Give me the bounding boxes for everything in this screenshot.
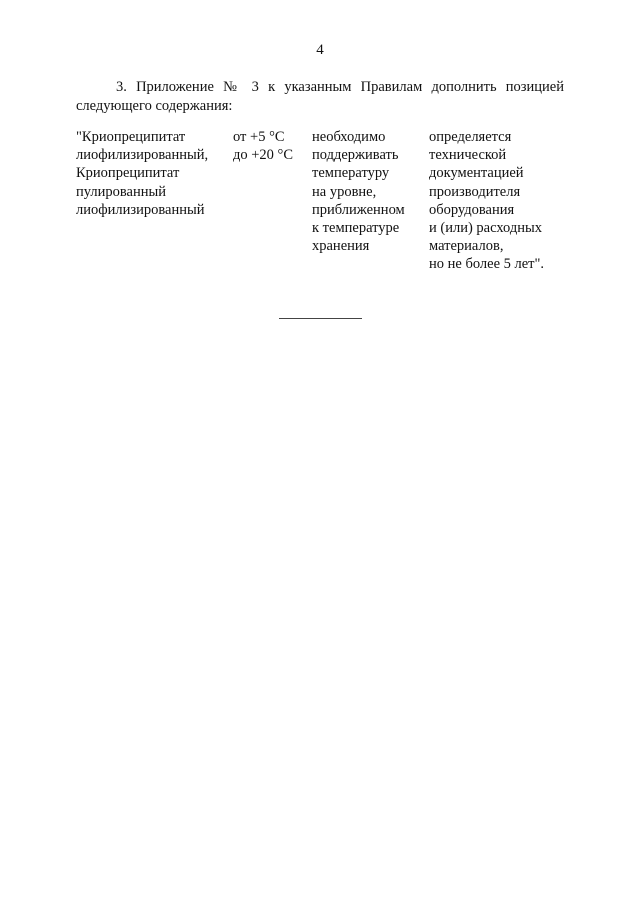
- condition-line: температуру: [312, 165, 390, 182]
- condition-line: хранения: [312, 238, 370, 255]
- page-number: 4: [316, 42, 324, 58]
- product-name-line: "Криопреципитат: [76, 129, 186, 145]
- paragraph-line: следующего содержания:: [76, 98, 233, 114]
- shelf-life-line: оборудования: [429, 201, 515, 218]
- condition-line: на уровне,: [312, 183, 377, 200]
- temperature-line: до +20 °С: [233, 147, 294, 164]
- shelf-life-line: документацией: [429, 165, 524, 182]
- condition-line: к температуре: [312, 220, 400, 237]
- product-name-line: лиофилизированный,: [76, 147, 209, 164]
- shelf-life-line: производителя: [429, 183, 521, 200]
- shelf-life-line: и (или) расходных: [429, 220, 543, 237]
- shelf-life-line: материалов,: [429, 238, 504, 255]
- product-name-cell: [76, 128, 208, 219]
- condition-cell: [312, 128, 405, 255]
- shelf-life-line: технической: [429, 147, 507, 164]
- end-divider: [279, 318, 362, 319]
- product-name-line: пулированный: [76, 183, 166, 200]
- shelf-life-line: но не более 5 лет".: [429, 256, 545, 273]
- product-name-line: лиофилизированный: [76, 201, 205, 218]
- paragraph-line: 3. Приложение № 3 к указанным Правилам дополнить позицией: [116, 79, 564, 95]
- condition-line: необходимо: [312, 129, 386, 145]
- amendment-paragraph: [76, 78, 564, 116]
- shelf-life-line: определяется: [429, 129, 512, 145]
- condition-line: поддерживать: [312, 147, 399, 164]
- condition-line: приближенном: [312, 201, 405, 218]
- product-name-line: Криопреципитат: [76, 165, 180, 182]
- temperature-line: от +5 °С: [233, 129, 285, 145]
- shelf-life-cell: [429, 128, 544, 274]
- temperature-cell: [233, 128, 293, 164]
